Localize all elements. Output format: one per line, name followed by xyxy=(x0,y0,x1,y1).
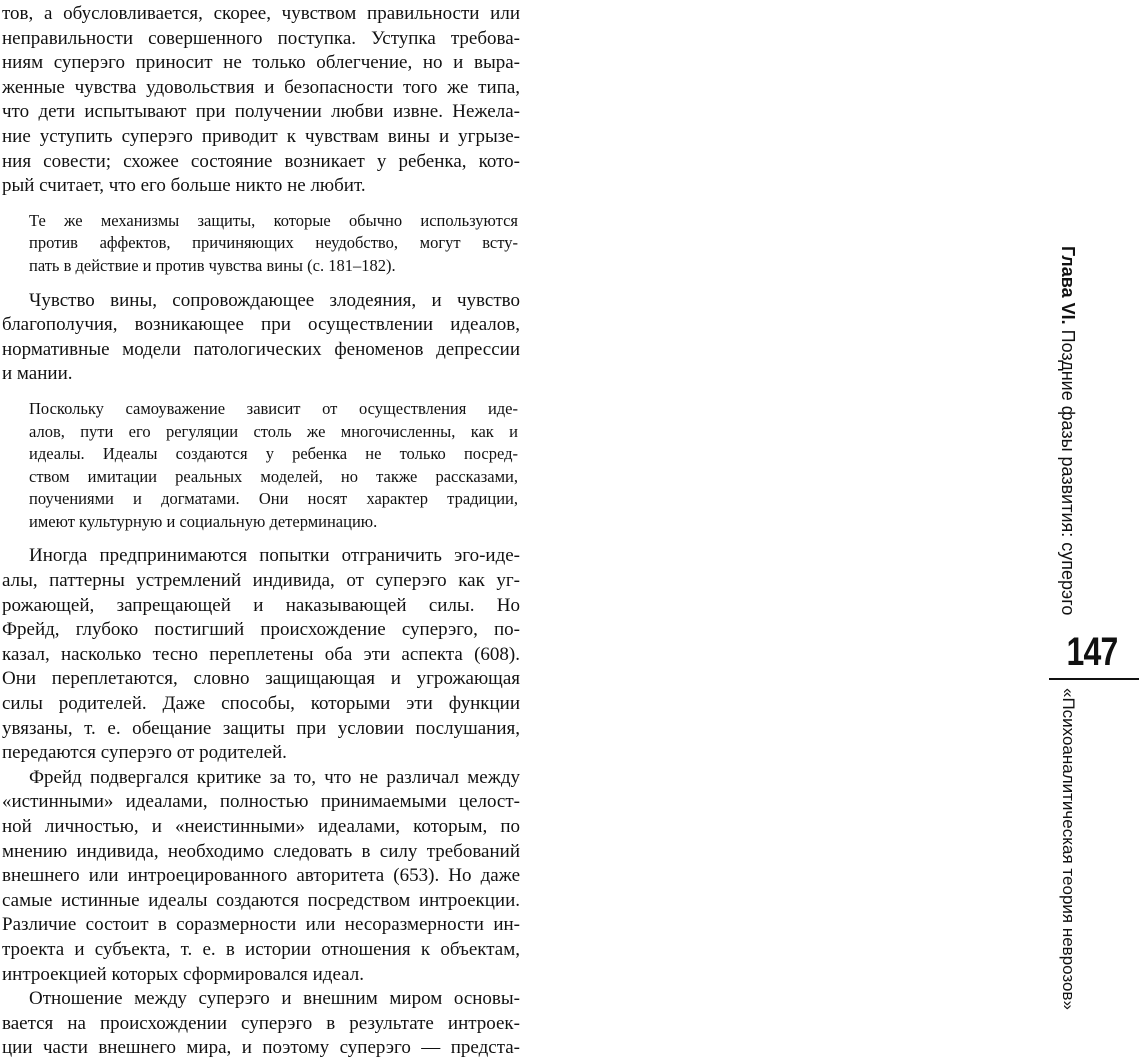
quote-line: поучениями и догматами. Они носят характер традиции, xyxy=(29,489,518,509)
text-line: Фрейд, глубоко постигший происхождение суперэго, по- xyxy=(2,619,520,641)
paragraph-1 xyxy=(2,2,520,199)
text-line: троекта и субъекта, т. е. в истории отношения к объектам, xyxy=(2,938,520,960)
quote-line: против аффектов, причиняющих неудобство, могут всту- xyxy=(29,233,518,253)
text-line: вается на происхождении суперэго в результате интроек- xyxy=(2,1012,520,1034)
text-line: Они переплетаются, словно защищающая и угрожающая xyxy=(2,668,520,690)
spacer xyxy=(2,199,520,210)
chapter-title: Поздние фазы развития: суперэго xyxy=(1058,329,1078,616)
text-line: ной личностью, и «неистинными» идеалами, которым, по xyxy=(2,816,520,837)
paragraph-5 xyxy=(2,987,520,1061)
paragraph-3 xyxy=(2,544,520,765)
text-line: неправильности совершенного поступка. Уступка требова- xyxy=(2,27,520,49)
divider xyxy=(1049,678,1139,680)
text-line: рожающей, запрещающей и наказывающей силы. Но xyxy=(2,594,520,616)
text-line: ния совести; схожее состояние возникает у ребенка, кото- xyxy=(2,150,520,172)
running-header xyxy=(1053,246,1083,616)
text-line: Иногда предпринимаются попытки отграничить эго-иде- xyxy=(29,545,520,567)
text-line: Отношение между суперэго и внешним миром основы- xyxy=(29,988,520,1010)
text-line: Фрейд подвергался критике за то, что не различал между xyxy=(29,766,520,788)
text-line: Различие состоит в соразмерности или несоразмерности ин- xyxy=(2,914,520,936)
text-line: тов, а обусловливается, скорее, чувством правильности или xyxy=(2,3,520,24)
text-line: «истинными» идеалами, полностью принимаемыми целост- xyxy=(2,791,520,813)
block-quote-2 xyxy=(29,398,518,534)
paragraph-4 xyxy=(2,766,520,987)
page-number: 147 xyxy=(1066,630,1118,674)
text-line: что дети испытывают при получении любви извне. Нежела- xyxy=(2,101,520,123)
spacer xyxy=(2,533,520,544)
text-line: и мании. xyxy=(2,363,73,385)
text-column xyxy=(2,2,520,1059)
text-line: внешнего или интроецированного авторитета (653). Но даже xyxy=(2,865,520,887)
text-line: увязаны, т. е. обещание защиты при условии послушания, xyxy=(2,717,520,739)
block-quote-1 xyxy=(29,210,518,278)
text-line: интроекцией которых сформировался идеал. xyxy=(2,963,364,985)
text-line: женные чувства удовольствия и безопасности того же типа, xyxy=(2,76,520,98)
text-line: нормативные модели патологических феноменов депрессии xyxy=(2,338,520,360)
spacer xyxy=(2,278,520,289)
quote-line: Те же механизмы защиты, которые обычно используются xyxy=(29,210,518,230)
text-line: Чувство вины, сопровождающее злодеяния, и чувство xyxy=(29,289,520,311)
quote-line: идеалы. Идеалы создаются у ребенка не только посред- xyxy=(29,444,518,464)
text-line: ниям суперэго приносит не только облегчение, но и выра- xyxy=(2,52,520,74)
text-line: силы родителей. Даже способы, которыми эти функции xyxy=(2,693,520,715)
chapter-label: Глава VI. xyxy=(1058,246,1078,325)
quote-line: алов, пути его регуляции столь же многочисленны, как и xyxy=(29,421,518,441)
quote-line: Поскольку самоуважение зависит от осуществления иде- xyxy=(29,398,518,418)
text-line: рый считает, что его больше никто не любит. xyxy=(2,175,366,197)
paragraph-2 xyxy=(2,289,520,387)
quote-line: имеют культурную и социальную детерминацию. xyxy=(29,511,378,531)
text-line: ции части внешнего мира, и поэтому суперэго — предста- xyxy=(2,1037,520,1059)
quote-line: ством имитации реальных моделей, но также рассказами, xyxy=(29,466,518,486)
text-line: мнению индивида, необходимо следовать в силу требований xyxy=(2,840,520,862)
text-line: ние уступить суперэго приводит к чувствам вины и угрызе- xyxy=(2,125,520,147)
page-margin xyxy=(523,0,1118,1010)
text-line: самые истинные идеалы создаются посредством интроекции. xyxy=(2,889,520,911)
book-title: «Психоаналитическая теория неврозов» xyxy=(1059,688,1078,1010)
text-line: передаются суперэго от родителей. xyxy=(2,742,287,764)
quote-line: пать в действие и против чувства вины (с. 181–182). xyxy=(29,255,396,275)
spacer xyxy=(2,387,520,398)
text-line: алы, паттерны устремлений индивида, от суперэго как уг- xyxy=(2,570,520,592)
text-line: благополучия, возникающее при осуществлении идеалов, xyxy=(2,314,520,336)
text-line: казал, насколько тесно переплетены оба эти аспекта (608). xyxy=(2,643,520,665)
